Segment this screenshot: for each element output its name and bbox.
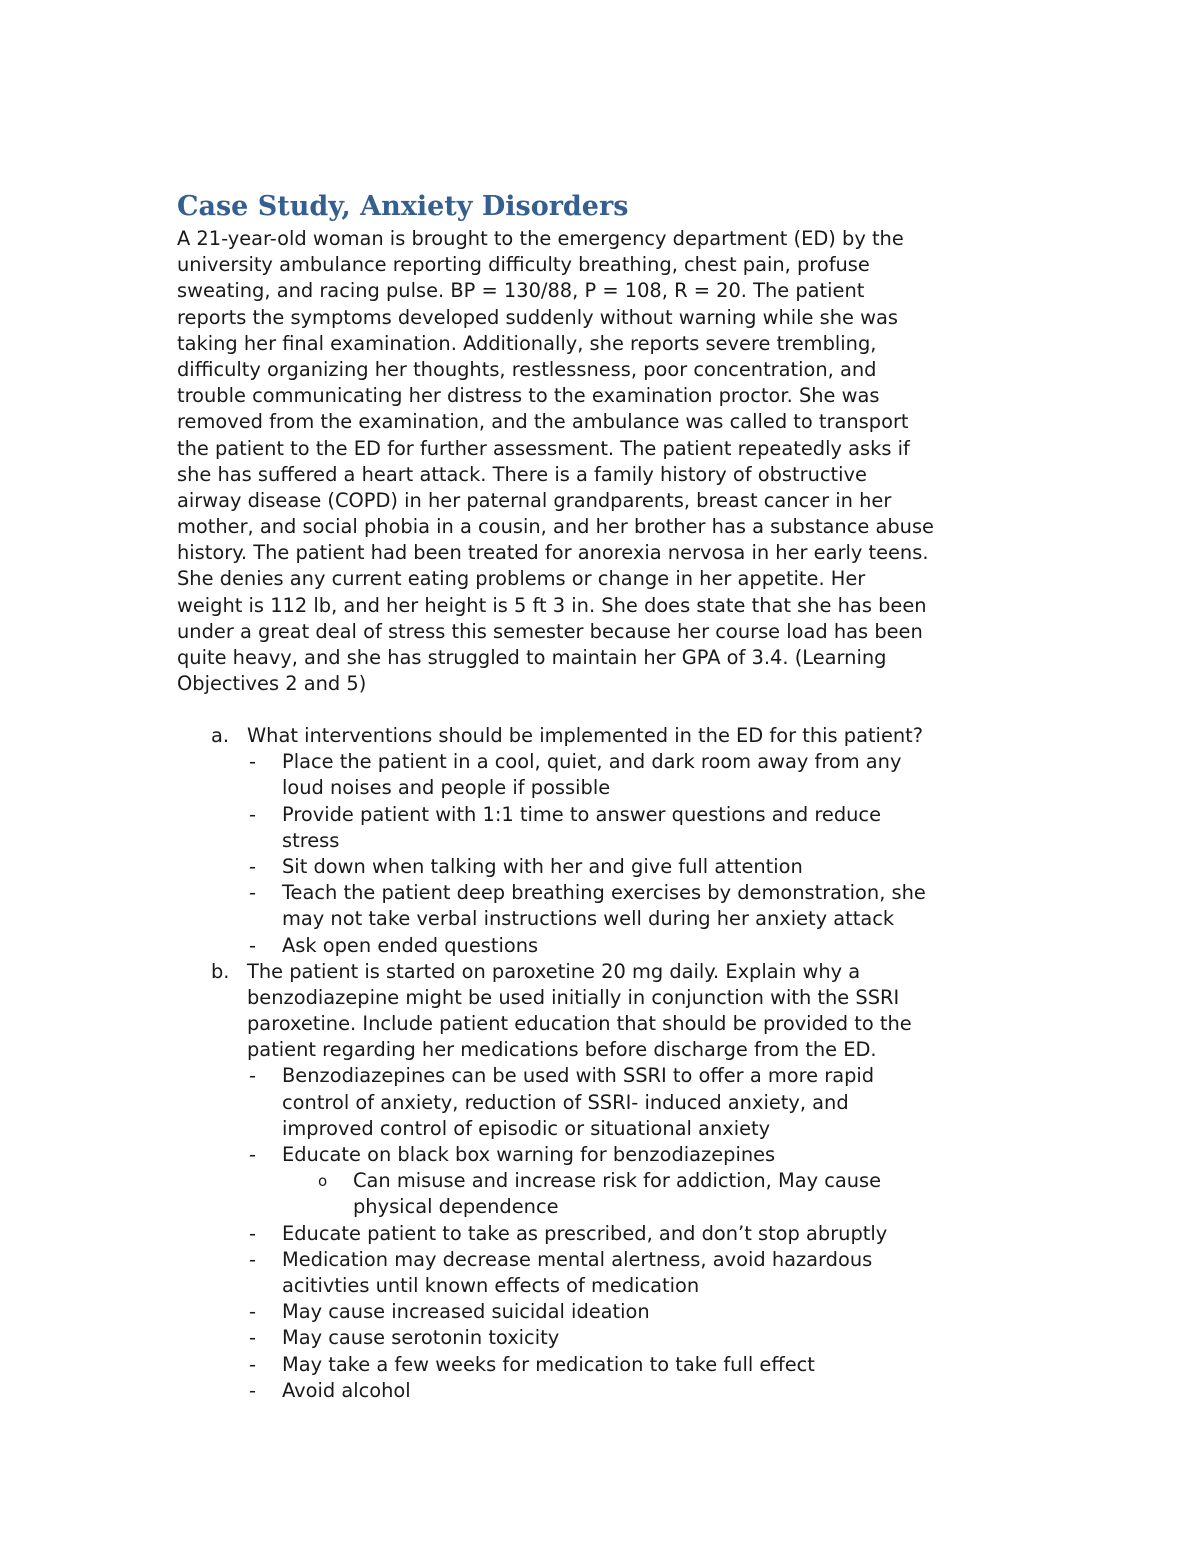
- list-item: [0, 933, 1200, 959]
- list-item: [0, 1221, 1200, 1247]
- dash-bullet: -: [249, 1352, 256, 1376]
- dash-bullet: -: [249, 1300, 256, 1324]
- dash-bullet: -: [249, 1221, 256, 1245]
- dash-bullet: -: [249, 1064, 256, 1088]
- answer-text: may not take verbal instructions well during her anxiety attack: [282, 907, 895, 931]
- answer-text: Can misuse and increase risk for addiction, May cause: [353, 1169, 882, 1193]
- circle-bullet-icon: o: [318, 1172, 328, 1191]
- list-item: [0, 1299, 1200, 1325]
- dash-bullet: -: [249, 802, 256, 826]
- answer-text: acitivties until known effects of medication: [282, 1273, 700, 1297]
- answer-text: Educate patient to take as prescribed, and don’t stop abruptly: [282, 1221, 888, 1245]
- paragraph-line: She denies any current eating problems or change in her appetite. Her: [177, 567, 866, 591]
- list-item-continuation: [0, 828, 1200, 854]
- answer-text: loud noises and people if possible: [282, 776, 611, 800]
- question-list: [0, 723, 1200, 1404]
- paragraph-line: she has suffered a heart attack. There is a family history of obstructive: [177, 462, 867, 486]
- paragraph-line: university ambulance reporting difficulty breathing, chest pain, profuse: [177, 253, 870, 277]
- answer-text: Educate on black box warning for benzodiazepines: [282, 1143, 776, 1166]
- list-item-continuation: [0, 1090, 1200, 1116]
- paragraph-line: Objectives 2 and 5): [177, 672, 367, 696]
- answer-text: Teach the patient deep breathing exercises by demonstration, she: [282, 881, 926, 905]
- paragraph-line: weight is 112 lb, and her height is 5 ft 3 in. She does state that she has been: [177, 593, 927, 617]
- paragraph-line: removed from the examination, and the ambulance was called to transport: [177, 410, 909, 434]
- paragraph-line: difficulty organizing her thoughts, restlessness, poor concentration, and: [177, 357, 877, 381]
- answer-text: Place the patient in a cool, quiet, and dark room away from any: [282, 750, 902, 774]
- dash-bullet: -: [249, 1143, 256, 1166]
- question-continuation: [0, 1037, 1200, 1063]
- list-item: [0, 854, 1200, 880]
- sub-list-item: [0, 1168, 1200, 1194]
- answer-text: physical dependence: [353, 1195, 559, 1219]
- paragraph-line: history. The patient had been treated for anorexia nervosa in her early teens.: [177, 541, 929, 565]
- answer-text: Medication may decrease mental alertness, avoid hazardous: [282, 1247, 873, 1271]
- list-item: [0, 749, 1200, 775]
- sub-list-item-continuation: [0, 1194, 1200, 1220]
- list-item: [0, 1352, 1200, 1378]
- question-text: paroxetine. Include patient education that should be provided to the: [247, 1012, 912, 1036]
- dash-bullet: -: [249, 881, 256, 905]
- paragraph-line: taking her final examination. Additionally, she reports severe trembling,: [177, 331, 877, 355]
- answer-text: improved control of episodic or situational anxiety: [282, 1116, 771, 1140]
- answer-text: Ask open ended questions: [282, 933, 539, 957]
- paragraph-line: trouble communicating her distress to the examination proctor. She was: [177, 384, 880, 408]
- paragraph-line: the patient to the ED for further assessment. The patient repeatedly asks if: [177, 436, 910, 460]
- paragraph-line: quite heavy, and she has struggled to maintain her GPA of 3.4. (Learning: [177, 646, 887, 669]
- answer-text: stress: [282, 828, 340, 852]
- question-text: benzodiazepine might be used initially in conjunction with the SSRI: [247, 985, 900, 1009]
- question-continuation: [0, 985, 1200, 1011]
- dash-bullet: -: [249, 1326, 256, 1350]
- dash-bullet: -: [249, 750, 256, 774]
- list-item: [0, 880, 1200, 906]
- question-continuation: [0, 1011, 1200, 1037]
- answer-text: May cause increased suicidal ideation: [282, 1300, 650, 1324]
- paragraph-line: airway disease (COPD) in her paternal grandparents, breast cancer in her: [177, 488, 892, 512]
- question-item-b: [0, 959, 1200, 985]
- answer-text: May cause serotonin toxicity: [282, 1326, 560, 1350]
- question-text: patient regarding her medications before discharge from the ED.: [247, 1038, 877, 1062]
- answer-text: Benzodiazepines can be used with SSRI to offer a more rapid: [282, 1064, 875, 1088]
- list-item: [0, 802, 1200, 828]
- list-item: [0, 1142, 1200, 1168]
- answer-text: May take a few weeks for medication to take full effect: [282, 1352, 815, 1376]
- list-item: [0, 1247, 1200, 1273]
- list-item-continuation: [0, 775, 1200, 801]
- dash-bullet: -: [249, 1247, 256, 1271]
- answer-text: control of anxiety, reduction of SSRI- induced anxiety, and: [282, 1090, 849, 1114]
- list-item-continuation: [0, 1116, 1200, 1142]
- case-description-paragraph: [177, 226, 1037, 697]
- list-item: [0, 1063, 1200, 1089]
- answer-text: Sit down when talking with her and give full attention: [282, 854, 803, 878]
- question-text: The patient is started on paroxetine 20 mg daily. Explain why a: [247, 959, 861, 983]
- paragraph-line: sweating, and racing pulse. BP = 130/88, P = 108, R = 20. The patient: [177, 279, 865, 303]
- list-item-continuation: [0, 906, 1200, 932]
- paragraph-line: mother, and social phobia in a cousin, and her brother has a substance abuse: [177, 515, 934, 539]
- page-title: Case Study, Anxiety Disorders: [177, 191, 629, 222]
- dash-bullet: -: [249, 854, 256, 878]
- list-marker: b.: [211, 959, 230, 983]
- list-marker: a.: [211, 724, 230, 747]
- answer-text: Avoid alcohol: [282, 1378, 411, 1402]
- question-text: What interventions should be implemented in the ED for this patient?: [247, 724, 924, 747]
- answer-text: Provide patient with 1:1 time to answer questions and reduce: [282, 802, 882, 826]
- list-item-continuation: [0, 1273, 1200, 1299]
- dash-bullet: -: [249, 933, 256, 957]
- paragraph-line: A 21-year-old woman is brought to the emergency department (ED) by the: [177, 227, 904, 250]
- paragraph-line: reports the symptoms developed suddenly without warning while she was: [177, 305, 898, 329]
- question-item-a: [0, 723, 1200, 749]
- list-item: [0, 1325, 1200, 1351]
- dash-bullet: -: [249, 1378, 256, 1402]
- paragraph-line: under a great deal of stress this semester because her course load has been: [177, 619, 923, 643]
- list-item: [0, 1378, 1200, 1404]
